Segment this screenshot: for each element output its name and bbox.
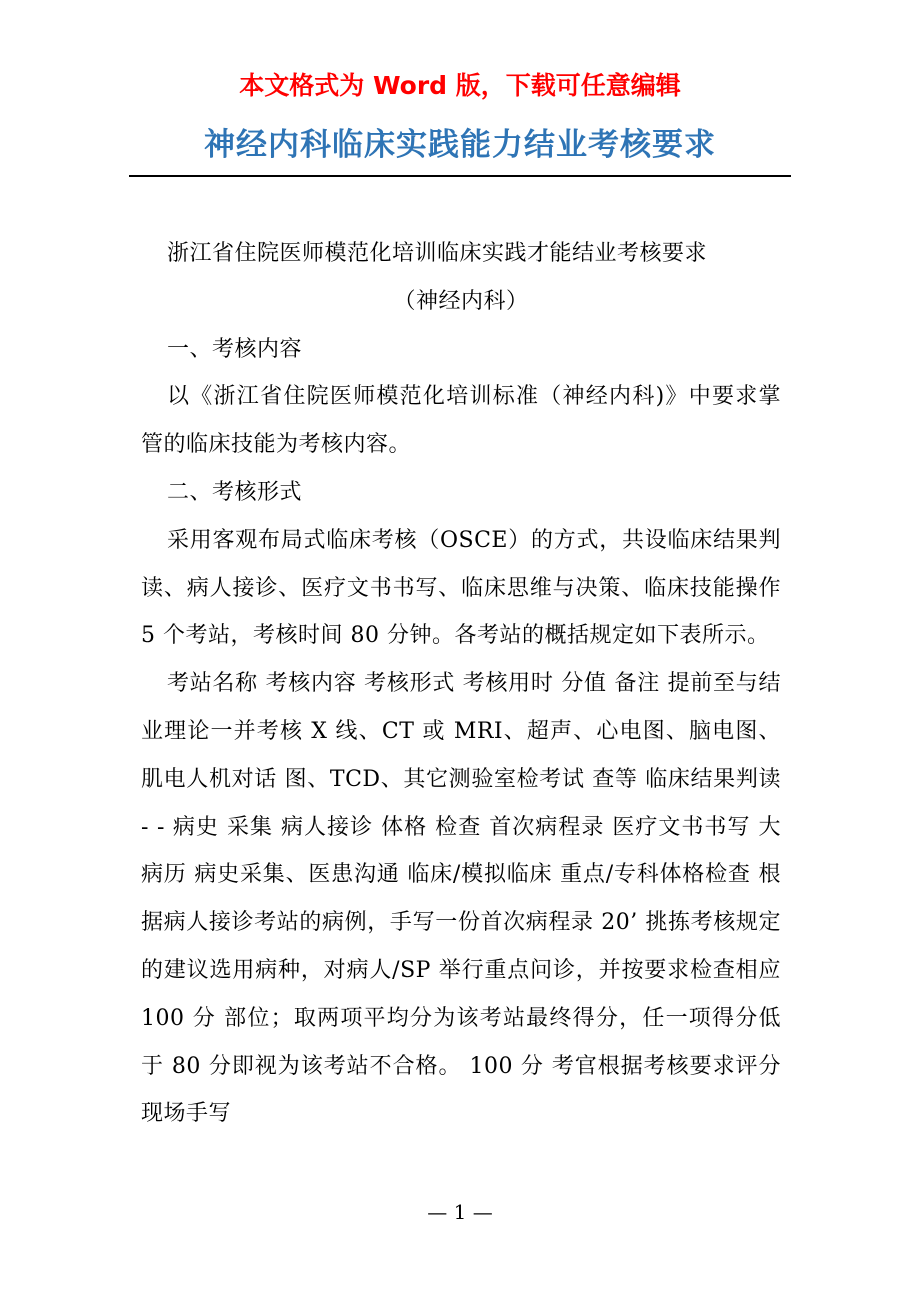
section-heading-format: 二、考核形式 xyxy=(167,479,303,505)
format-paragraph: 采用客观布局式临床考核（OSCE）的方式，共设临床结果判读、病人接诊、医疗文书书写、临床思维与决策、临床技能操作 5 个考站，考核时间 80 分钟。各考站的概括规定如下表所示。 xyxy=(141,527,781,649)
title-divider xyxy=(129,175,791,177)
subtitle-specialty: （神经内科） xyxy=(393,288,529,314)
section-heading-content: 一、考核内容 xyxy=(167,336,303,362)
document-body xyxy=(141,230,781,1138)
subtitle-line: 浙江省住院医师模范化培训临床实践才能结业考核要求 xyxy=(167,241,708,266)
content-paragraph: 以《浙江省住院医师模范化培训标准（神经内科)》中要求掌管的临床技能为考核内容。 xyxy=(141,384,781,458)
download-notice: 本文格式为 Word 版，下载可任意编辑 xyxy=(239,71,681,100)
table-text-paragraph: 考站名称 考核内容 考核形式 考核用时 分值 备注 提前至与结业理论一并考核 X 线、CT 或 MRI、超声、心电图、脑电图、肌电人机对话 图、TCD、其它测验室检考试 查等 临床结果判读 - - 病史 采集 病人接诊 体格 检查 首次病程录 医疗文书书写 大病历 病史采集、医患沟通 临床/模拟临床 重点/专科体格检查 根据病人接诊考站的病例，手写一份首次病程录 20’ 挑拣考核规定的建议选用病种，对病人/SP 举行重点问诊，并按要求检查相应 100 分 部位；取两项平均分为该考站最终得分，任一项得分低于 80 分即视为该考站不合格。 100 分 考官根据考核要求评分 现场手写 xyxy=(141,671,781,1127)
page-number: — 1 — xyxy=(427,1200,493,1224)
document-title: 神经内科临床实践能力结业考核要求 xyxy=(204,127,716,163)
